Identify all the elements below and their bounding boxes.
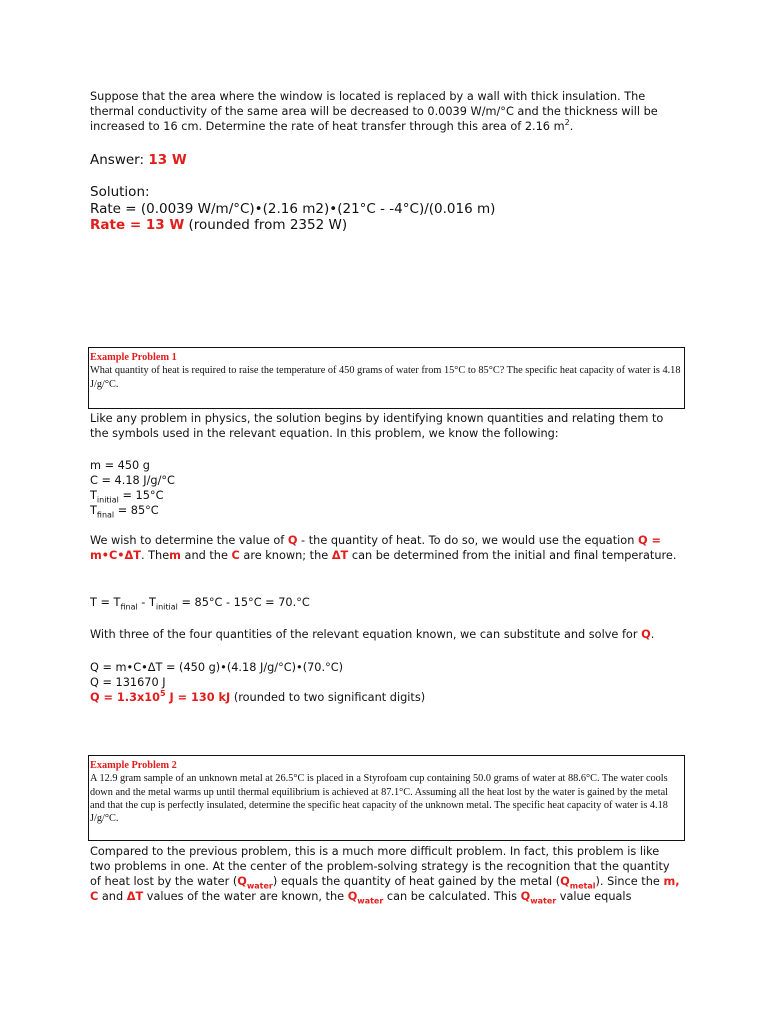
example-2-text: A 12.9 gram sample of an unknown metal at 26.5°C is placed in a Styrofoam cup containing 50.0 grams of water at 88.6°C. The water cools down and the metal warms up until thermal equilibrium is achieved at 87.1°C. Assuming all the heat lost by the water is gained by the metal and that the cup is perfectly insulated, determine the specific heat capacity of the unknown metal. The specific heat capacity of water is 4.18 J/g/°C. — [90, 773, 669, 825]
solution-equation: Rate = (0.0039 W/m/°C)•(2.16 m2)•(21°C - -4°C)/(0.016 m) — [90, 200, 496, 217]
calc-line-1: Q = m•C•ΔT = (450 g)•(4.18 J/g/°C)•(70.°C) — [90, 661, 344, 674]
delta-t-line: $T = T_{final} - T_{initial} = 85^\circ C - 15^\circ C = 70.^\circ C$ — [90, 596, 310, 612]
example-2-title: Example Problem 2 — [90, 760, 177, 771]
example-problem-2-box — [88, 755, 685, 841]
area-superscript: 2 — [564, 118, 570, 128]
intro-text: Suppose that the area where the window is located is replaced by a wall with thick insulation. The thermal conductivity of the same area will be decreased to 0.0039 W/m/°C and the thickness will be increased to 16 cm. Determine the rate of heat transfer through this area of 2.16 m — [90, 90, 658, 133]
calc-result: $Q = 1.3x10^5$ J = 130 kJ (rounded to two significant digits) — [90, 689, 426, 704]
example-1-text: What quantity of heat is required to raise the temperature of 450 grams of water from 15°C to 85°C? The specific heat capacity of water is 4.18 J/g/°C. — [90, 365, 681, 390]
known-specific-heat: C = 4.18 J/g/°C — [90, 474, 175, 487]
known-t-initial: $T_{initial} = 15^\circ C$ — [90, 489, 164, 505]
calculation-block — [90, 660, 682, 705]
intro-paragraph — [90, 89, 680, 134]
rate-note: (rounded from 2352 W) — [184, 217, 348, 233]
intro-end: . — [569, 120, 574, 133]
answer-line — [90, 151, 187, 169]
answer-value: 13 W — [148, 152, 187, 168]
example-1-title: Example Problem 1 — [90, 352, 177, 363]
substitute-paragraph: With three of the four quantities of the relevant equation known, we can substitute and solve for Q. — [90, 628, 655, 641]
equation-paragraph: We wish to determine the value of Q - the quantity of heat. To do so, we would use the equation Q = m•C•ΔT. Them and the C are known; the ΔT can be determined from the initial and final temperature. — [90, 534, 677, 562]
known-t-final: $T_{final} = 85^\circ C$ — [90, 504, 159, 520]
rate-result: Rate = 13 W — [90, 217, 185, 233]
answer-label: Answer: — [90, 152, 149, 168]
solution-block — [90, 184, 495, 234]
known-mass: m = 450 g — [90, 459, 150, 472]
example-problem-1-box — [88, 347, 685, 409]
comparison-paragraph: Compared to the previous problem, this is a much more difficult problem. In fact, this problem is like two problems in one. At the center of the problem-solving strategy is the recognition that the quantity of heat lost by the water $(Q_{water})$ equals the quantity of heat gained by the metal $(Q_{metal})$. Since the m, C and ΔT values of the water are known, the $Q_{water}$ can be calculated. This $Q_{water}$ value equals — [90, 845, 680, 906]
calc-line-2: Q = 131670 J — [90, 676, 166, 689]
known-quantities-list — [90, 458, 682, 518]
solution-label: Solution: — [90, 184, 150, 200]
intro-physics-paragraph: Like any problem in physics, the solution begins by identifying known quantities and relating them to the symbols used in the relevant equation. In this problem, we know the following: — [90, 412, 664, 440]
solution-result — [90, 217, 495, 234]
